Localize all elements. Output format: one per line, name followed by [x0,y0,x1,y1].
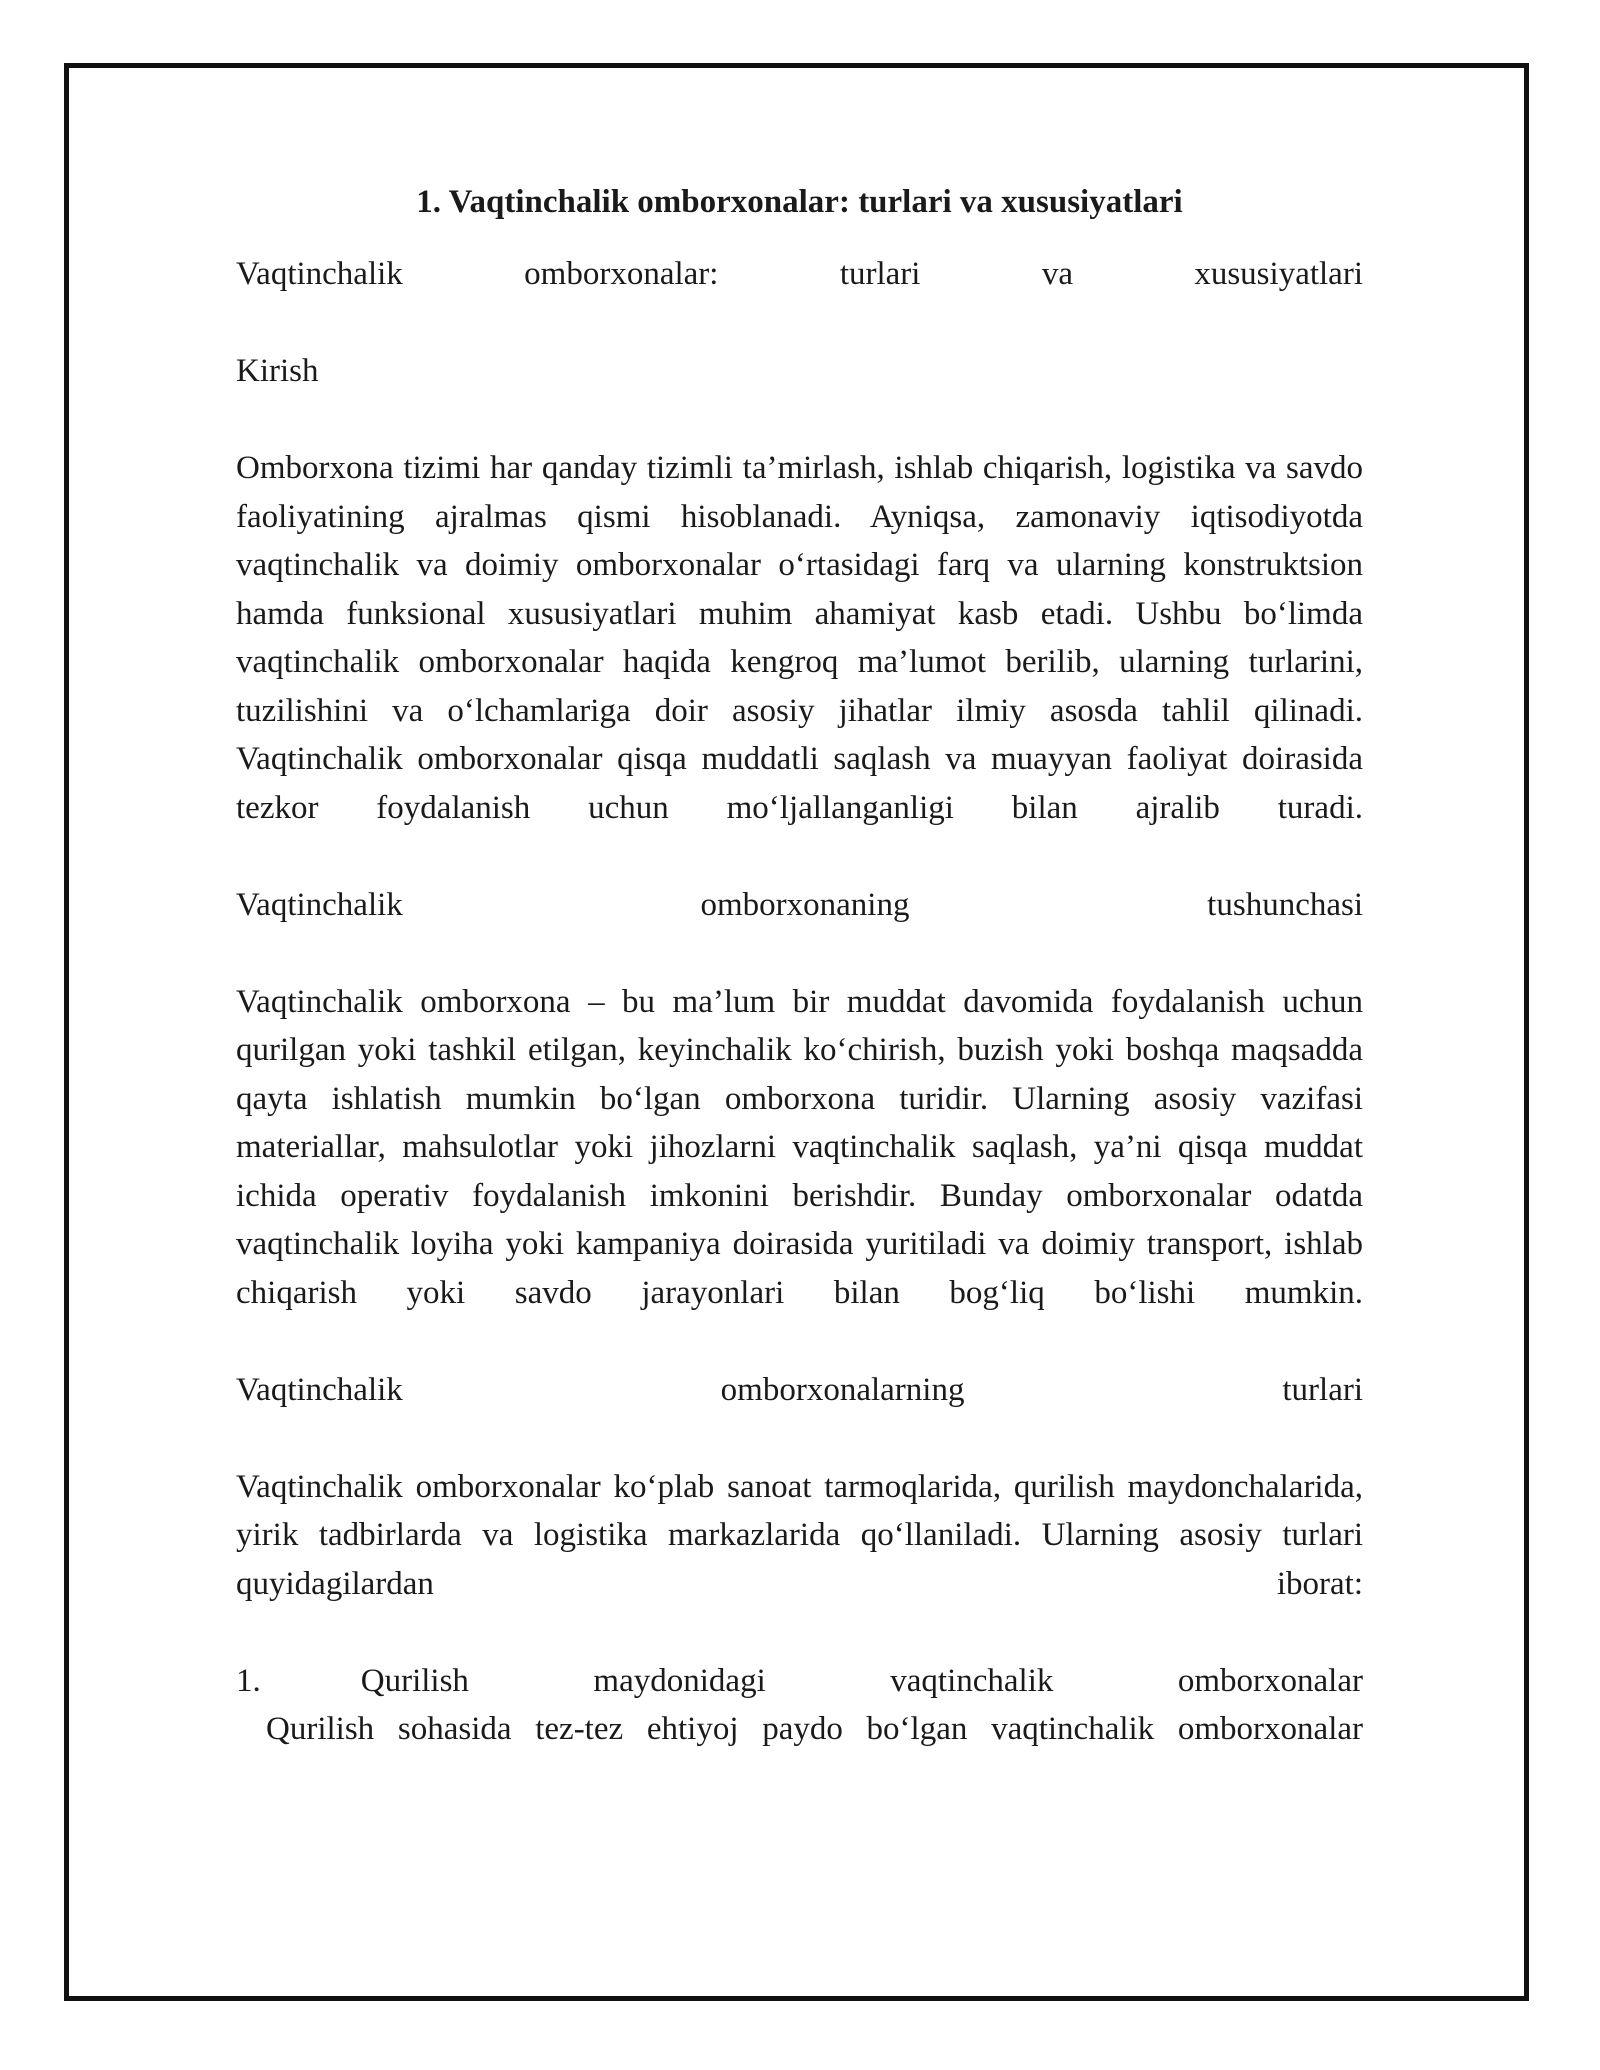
spacer [236,1317,1363,1366]
intro-heading: Kirish [236,353,319,389]
spacer [236,1414,1363,1463]
spacer [236,1608,1363,1657]
list-item-title: Qurilish maydonidagi vaqtinchalik omborxonalar [360,1662,1363,1699]
concept-heading: Vaqtinchalik omborxonaning tushunchasi [236,886,1363,923]
section-subtitle: Vaqtinchalik omborxonalar: turlari va xususiyatlari [236,256,1363,292]
document-body [236,178,1363,1754]
spacer [236,396,1363,445]
list-item-number: 1. [236,1662,261,1699]
types-heading: Vaqtinchalik omborxonalarning turlari [236,1371,1363,1408]
spacer [236,832,1363,881]
list-item-1-text: Qurilish sohasida tez-tez ehtiyoj paydo bo‘lgan vaqtinchalik omborxonalar [266,1711,1363,1747]
spacer [236,929,1363,978]
intro-paragraph: Omborxona tizimi har qanday tizimli ta’mirlash, ishlab chiqarish, logistika va savdo faoliyatining ajralmas qismi hisoblanadi. Ayniqsa, zamonaviy iqtisodiyotda vaqtinchalik va doimiy omborxonalar o‘rtasidagi farq va ularning konstruktsion hamda funksional xususiyatlari muhim ahamiyat kasb etadi. Ushbu bo‘limda vaqtinchalik omborxonalar haqida kengroq ma’lumot berilib, ularning turlarini, tuzilishini va o‘lchamlariga doir asosiy jihatlar ilmiy asosda tahlil qilinadi. Vaqtinchalik omborxonalar qisqa muddatli saqlash va muayyan faoliyat doirasida tezkor foydalanish uchun mo‘ljallanganligi bilan ajralib turadi. [236,450,1363,826]
concept-paragraph: Vaqtinchalik omborxona – bu ma’lum bir muddat davomida foydalanish uchun qurilgan yoki tashkil etilgan, keyinchalik ko‘chirish, buzish yoki boshqa maqsadda qayta ishlatish mumkin bo‘lgan omborxona turidir. Ularning asosiy vazifasi materiallar, mahsulotlar yoki jihozlarni vaqtinchalik saqlash, ya’ni qisqa muddat ichida operativ foydalanish imkonini berishdir. Bunday omborxonalar odatda vaqtinchalik loyiha yoki kampaniya doirasida yuritiladi va doimiy transport, ishlab chiqarish yoki savdo jarayonlari bilan bog‘liq bo‘lishi mumkin. [236,983,1363,1311]
spacer [236,299,1363,348]
list-item-1-heading [236,1657,1363,1706]
document-title: 1. Vaqtinchalik omborxonalar: turlari va xususiyatlari [416,184,1183,220]
types-paragraph: Vaqtinchalik omborxonalar ko‘plab sanoat tarmoqlarida, qurilish maydonchalarida, yirik tadbirlarda va logistika markazlarida qo‘llaniladi. Ularning asosiy turlari quyidagilardan iborat: [236,1468,1363,1602]
